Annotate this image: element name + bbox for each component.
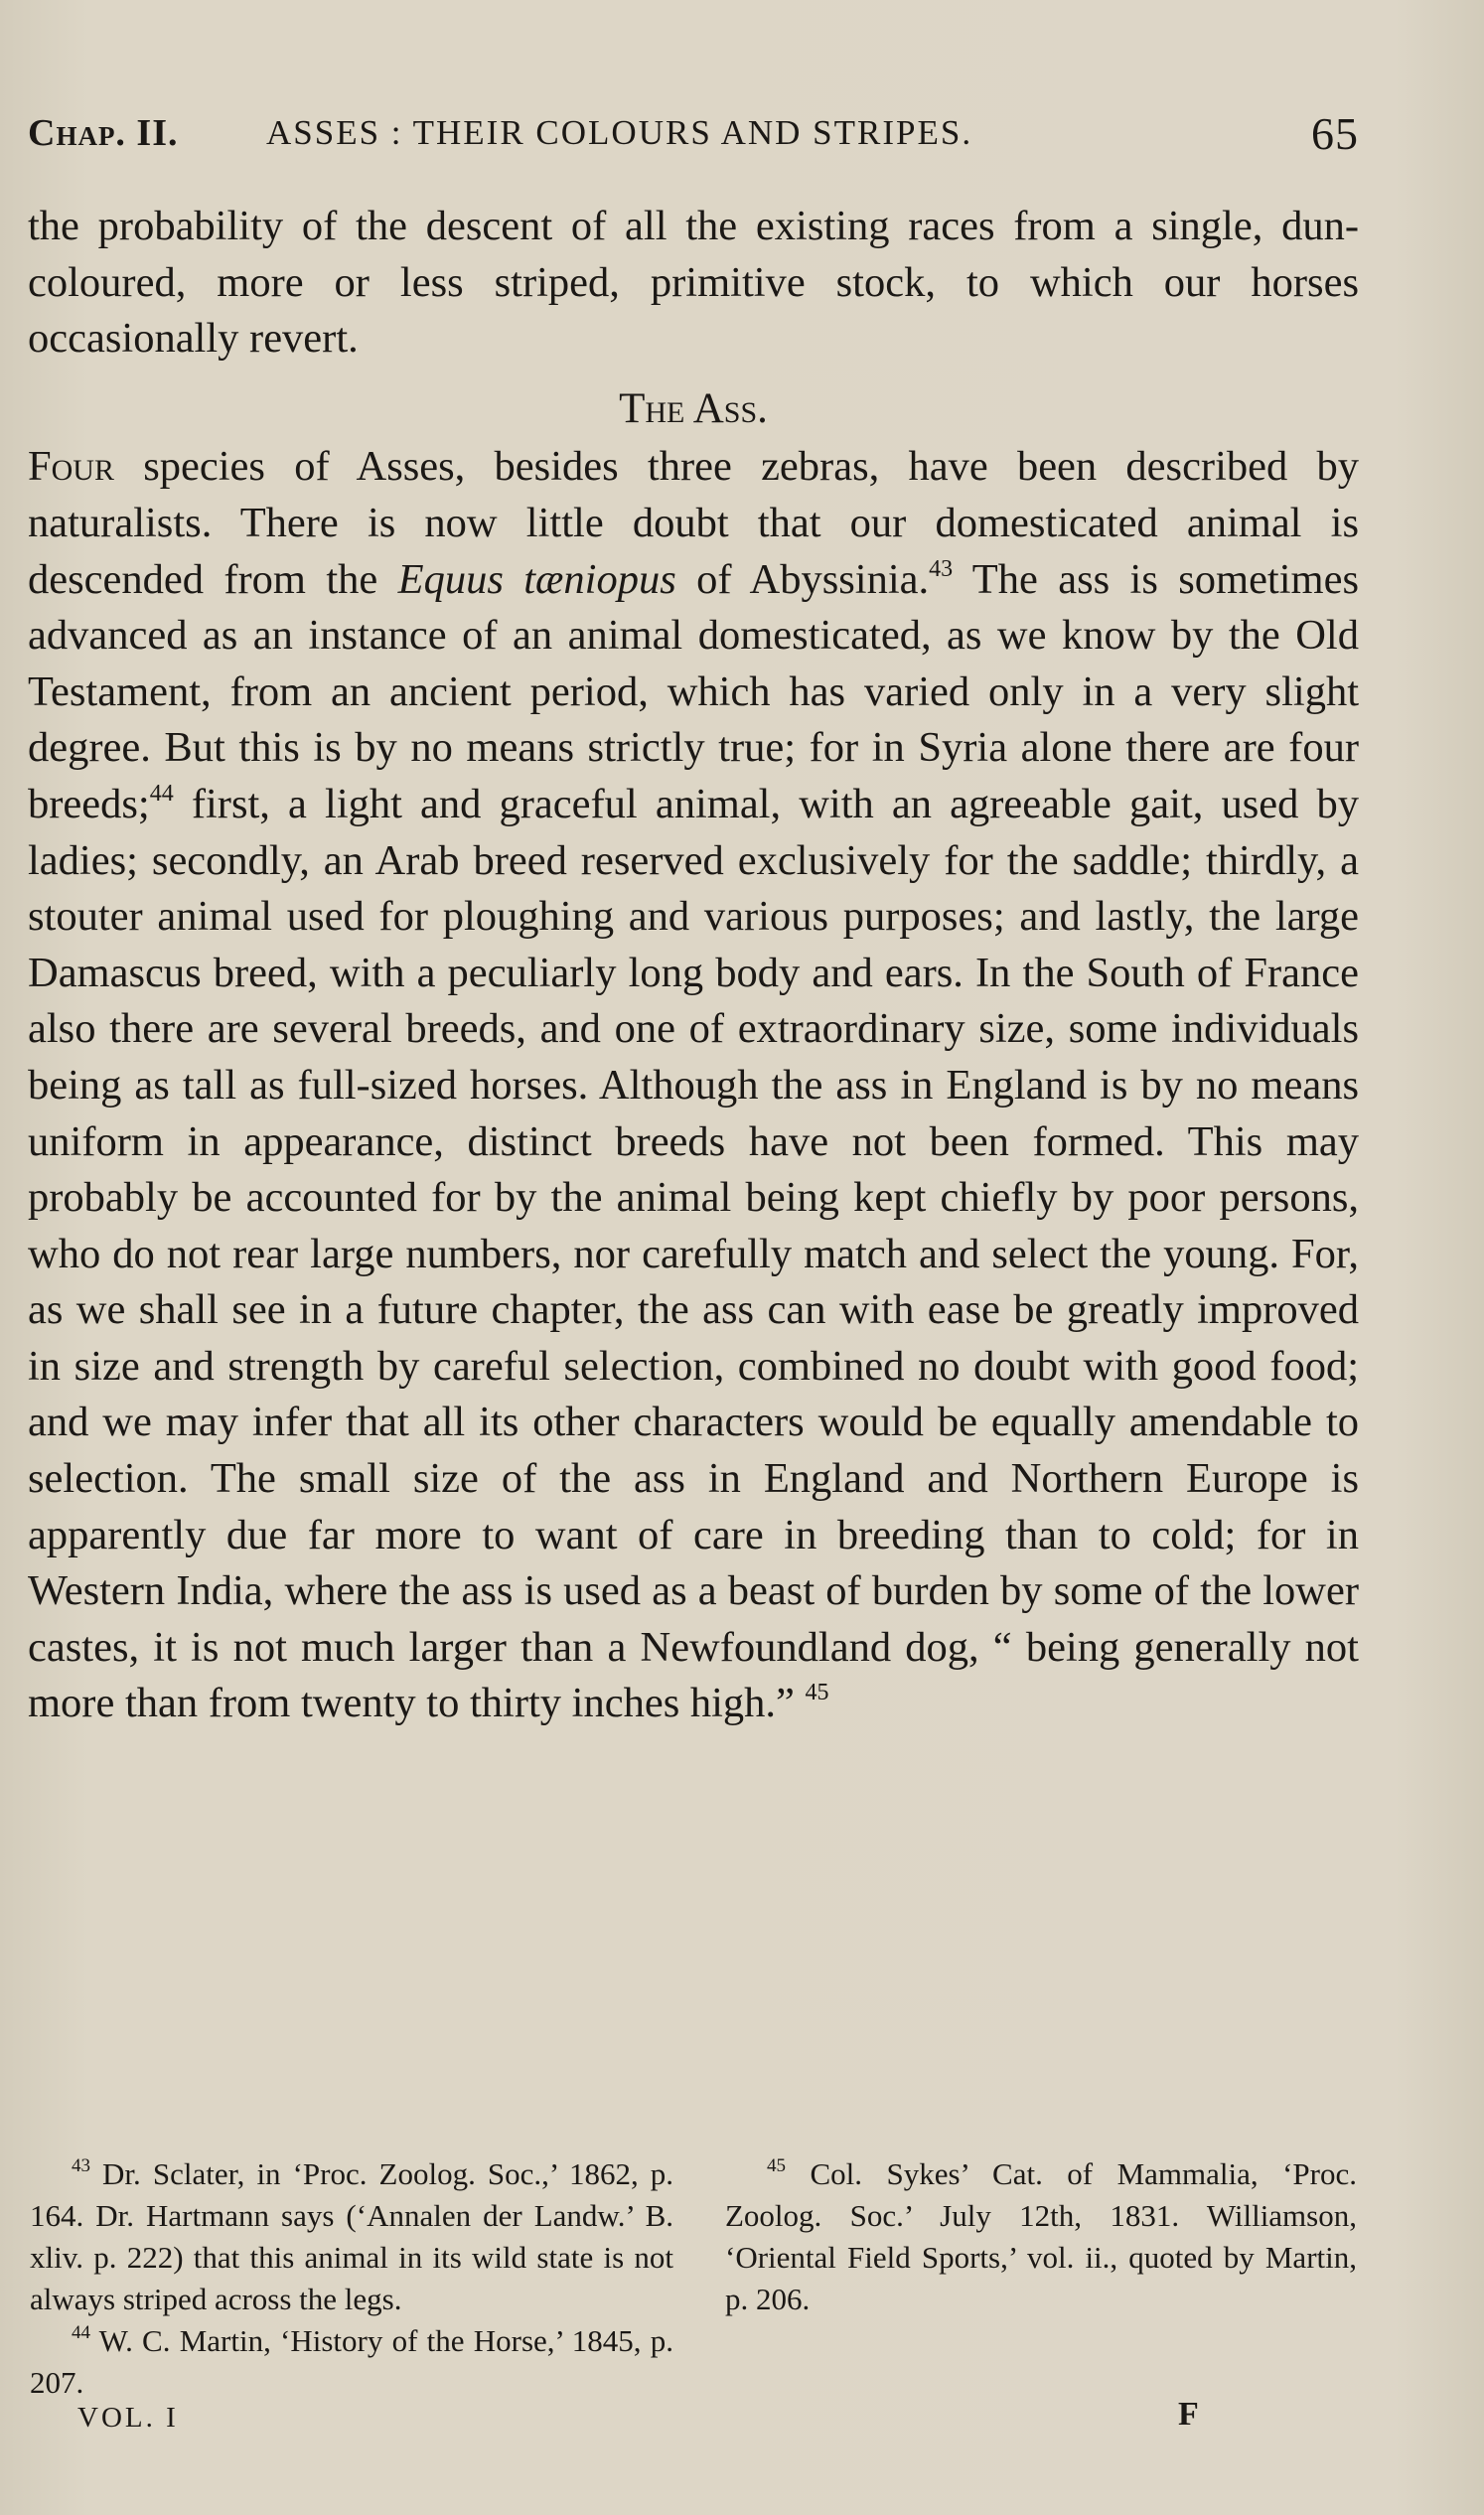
page-number: 65 (1311, 108, 1359, 159)
footnote-text-45: Col. Sykes’ Cat. of Mammalia, ‘Proc. Zoolog. Soc.’ July 12th, 1831. Williamson, ‘Oriental Field Sports,’ vol. ii., quoted by Martin, p. 206. (725, 2156, 1357, 2316)
footnote-text-44: W. C. Martin, ‘History of the Horse,’ 1845, p. 207. (30, 2323, 673, 2400)
section-heading: The Ass. (619, 384, 768, 432)
footnote-column-right (725, 2153, 1357, 2320)
species-name: Equus tæniopus (397, 555, 676, 603)
footnote-column-left (30, 2153, 673, 2404)
main-paragraph (28, 439, 1359, 1732)
footnote-ref-44: 44 (149, 780, 174, 807)
footnote-mark-45: 45 (767, 2155, 786, 2176)
footnote-45 (725, 2153, 1357, 2320)
running-head (28, 107, 1359, 163)
signature-mark: F (1178, 2396, 1199, 2433)
text-run: first, a light and graceful animal, with an agreeable gait, used by ladies; secondly, an Arab breed reserved exclusively for the saddle; thirdly, a stouter animal used for ploughing and various purposes; and lastly, the large Damascus breed, with a peculiarly long body and ears. In the South of France also there are several breeds, and one of extraordinary size, some individuals being as tall as full-sized horses. Although the ass in England is by no means uniform in appearance, distinct breeds have not been formed. This may probably be accounted for by the animal being kept chiefly by poor persons, who do not rear large numbers, nor carefully match and select the young. For, as we shall see in a future chapter, the ass can with ease be greatly improved in size and strength by careful selection, combined no doubt with good food; and we may infer that all its other characters would be equally amendable to selection. The small size of the ass in England and Northern Europe is apparently due far more to want of care in breeding than to cold; for in Western India, where the ass is used as a beast of burden by some of the lower castes, it is not much larger than a Newfoundland dog, “ being generally not more than from twenty to thirty inches high.” (28, 780, 1359, 1727)
lead-caps: Four (28, 443, 114, 491)
running-title: ASSES : THEIR COLOURS AND STRIPES. (266, 113, 973, 152)
footnote-text-43: Dr. Sclater, in ‘Proc. Zoolog. Soc.,’ 1862, p. 164. Dr. Hartmann says (‘Annalen der Landw.’ B. xliv. p. 222) that this animal in its wild state is not always striped across the legs. (30, 2156, 673, 2316)
footnote-mark-43: 43 (72, 2155, 90, 2176)
intro-paragraph: the probability of the descent of all the existing races from a single, dun-coloured, more or less striped, primitive stock, to which our horses occasionally revert. (28, 203, 1359, 363)
footnote-43 (30, 2153, 673, 2320)
text-run: species of Asses, besides three zebras, have been described by naturalists. There is now little doubt that our domesticated animal is descended from the (28, 443, 1359, 603)
footnote-ref-45: 45 (805, 1680, 829, 1706)
main-text (28, 199, 1359, 1732)
volume-signature: VOL. I (77, 2402, 179, 2434)
chapter-label: Chap. II. (28, 112, 179, 154)
footnote-ref-43: 43 (929, 555, 954, 582)
footnote-44 (30, 2320, 673, 2404)
footnote-mark-44: 44 (72, 2322, 90, 2343)
text-run: of Abyssinia. (675, 555, 930, 603)
text-run: The ass is sometimes advanced as an instance of an animal domesticated, as we know by the Old Testament, from an ancient period, which has varied only in a very slight degree. But this is by no means strictly true; for in Syria alone there are four breeds; (28, 555, 1360, 827)
